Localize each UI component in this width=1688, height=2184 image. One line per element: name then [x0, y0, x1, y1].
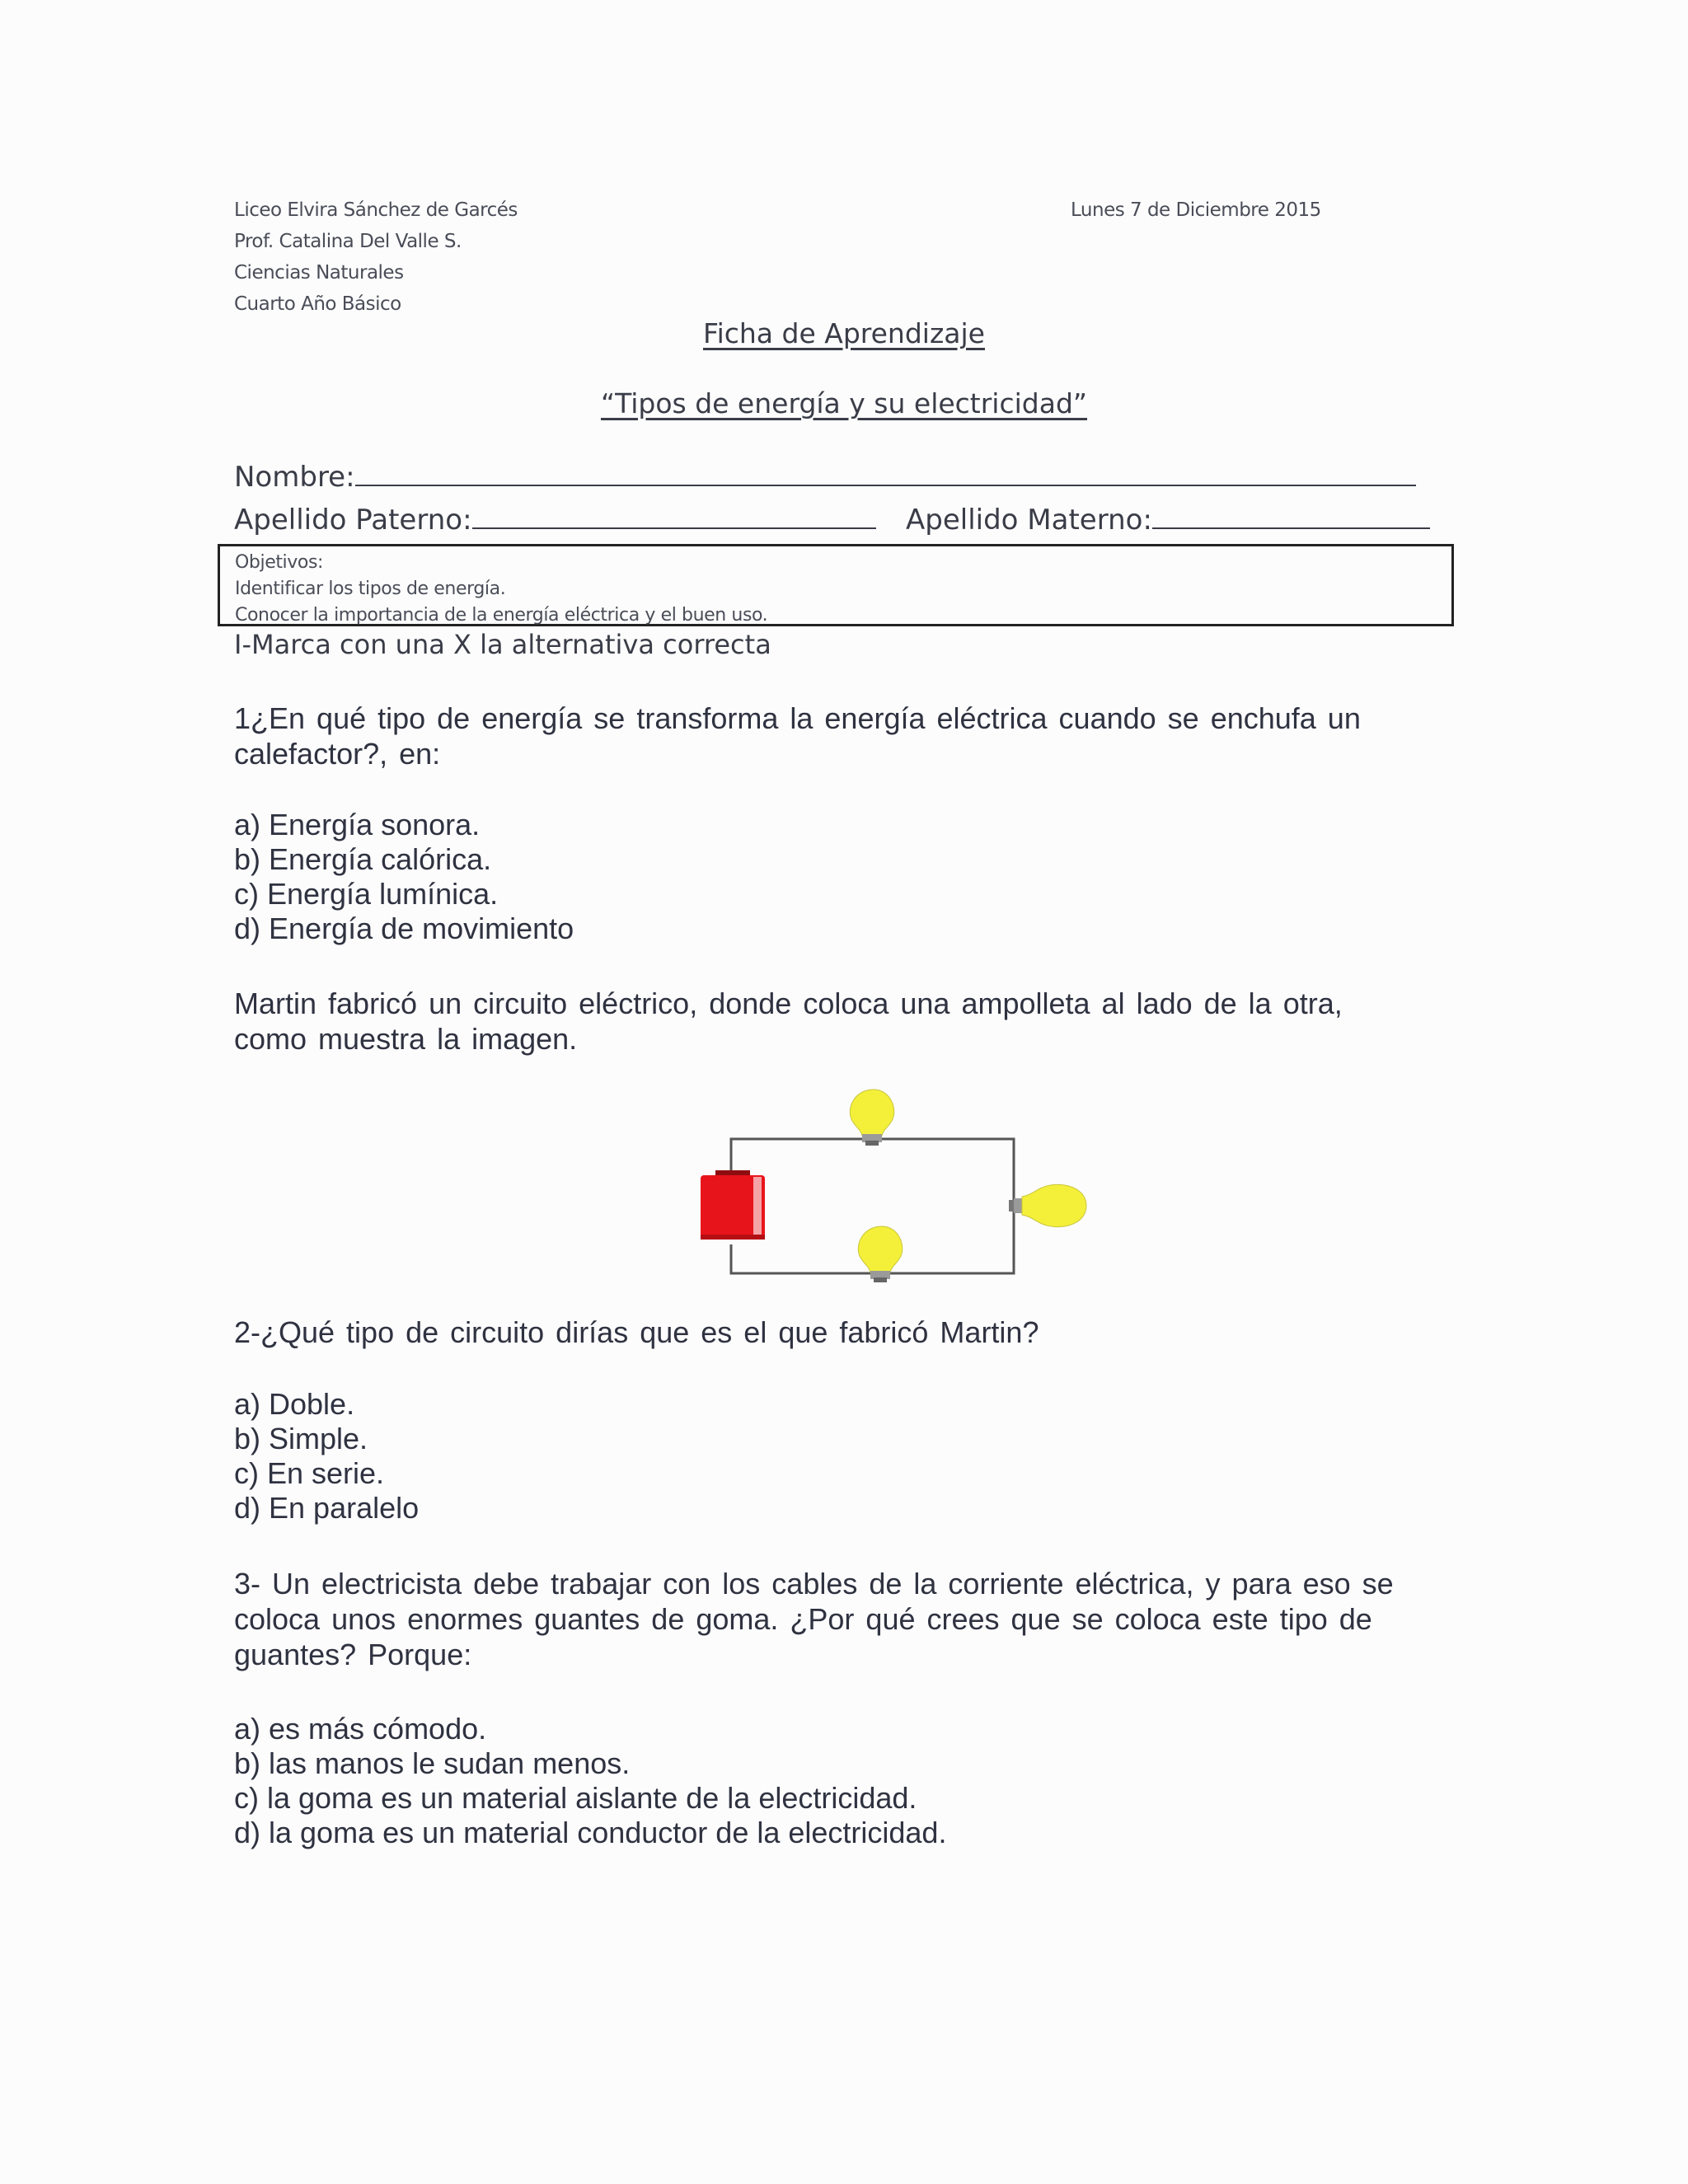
objective-item: Conocer la importancia de la energía eléctrica y el buen uso.: [235, 605, 768, 626]
question-1-options: [234, 808, 574, 946]
name-label: Nombre:: [234, 461, 355, 494]
option-a[interactable]: a) Doble.: [234, 1387, 355, 1421]
paternal-label: Apellido Paterno:: [234, 504, 472, 537]
school-name: Liceo Elvira Sánchez de Garcés: [234, 199, 518, 221]
paternal-blank[interactable]: [472, 503, 876, 529]
header-info: [234, 194, 518, 320]
name-field[interactable]: [234, 460, 1416, 494]
page-subtitle-text: “Tipos de energía y su electricidad”: [600, 387, 1088, 419]
option-c[interactable]: c) En serie.: [234, 1456, 385, 1490]
name-blank[interactable]: [355, 460, 1416, 486]
question-3-options: [234, 1712, 946, 1850]
grade-name: Cuarto Año Básico: [234, 293, 401, 315]
objective-item: Identificar los tipos de energía.: [235, 579, 506, 599]
lightbulb-icon: [850, 1090, 893, 1146]
question-3-line: coloca unos enormes guantes de goma. ¿Por qué crees que se coloca este tipo de: [234, 1602, 1372, 1636]
page-title-text: Ficha de Aprendizaje: [703, 317, 985, 349]
teacher-name: Prof. Catalina Del Valle S.: [234, 231, 462, 252]
maternal-blank[interactable]: [1152, 503, 1430, 529]
page-title: [0, 317, 1688, 349]
option-d[interactable]: d) Energía de movimiento: [234, 912, 574, 945]
section-instruction: I-Marca con una X la alternativa correcta: [234, 629, 771, 660]
option-d[interactable]: d) En paralelo: [234, 1491, 420, 1525]
circuit-diagram: [684, 1088, 1146, 1286]
option-d[interactable]: d) la goma es un material conductor de la electricidad.: [234, 1816, 947, 1849]
maternal-field[interactable]: [906, 503, 1430, 537]
question-3-line: 3- Un electricista debe trabajar con los cables de la corriente eléctrica, y para eso se: [234, 1567, 1394, 1601]
option-b[interactable]: b) Simple.: [234, 1422, 368, 1455]
battery-icon: [701, 1170, 765, 1240]
option-c[interactable]: c) Energía lumínica.: [234, 877, 499, 911]
question-2-text: 2-¿Qué tipo de circuito dirías que es el que fabricó Martin?: [234, 1315, 1039, 1349]
option-b[interactable]: b) las manos le sudan menos.: [234, 1746, 631, 1780]
option-b[interactable]: b) Energía calórica.: [234, 842, 492, 876]
maternal-label: Apellido Materno:: [906, 504, 1152, 537]
page-subtitle: [0, 387, 1688, 419]
paternal-field[interactable]: [234, 503, 876, 537]
question-1-line: calefactor?, en:: [234, 737, 441, 771]
option-a[interactable]: a) es más cómodo.: [234, 1712, 487, 1746]
question-3-line: guantes? Porque:: [234, 1638, 472, 1671]
subject-name: Ciencias Naturales: [234, 262, 404, 284]
lightbulb-icon: [1009, 1184, 1086, 1226]
context-line: Martin fabricó un circuito eléctrico, donde coloca una ampolleta al lado de la otra,: [234, 987, 1343, 1020]
option-c[interactable]: c) la goma es un material aislante de la electricidad.: [234, 1781, 917, 1815]
objectives-box: [218, 544, 1454, 626]
question-3: [234, 1566, 1394, 1672]
question-2: [234, 1315, 1039, 1350]
context-line: como muestra la imagen.: [234, 1022, 578, 1056]
circuit-context: [234, 986, 1343, 1057]
worksheet-date: Lunes 7 de Diciembre 2015: [1071, 199, 1321, 221]
question-1-line: 1¿En qué tipo de energía se transforma la energía eléctrica cuando se enchufa un: [234, 701, 1361, 735]
question-2-options: [234, 1387, 419, 1526]
objectives-heading: Objetivos:: [235, 552, 324, 573]
question-1: [234, 701, 1361, 771]
option-a[interactable]: a) Energía sonora.: [234, 808, 481, 841]
